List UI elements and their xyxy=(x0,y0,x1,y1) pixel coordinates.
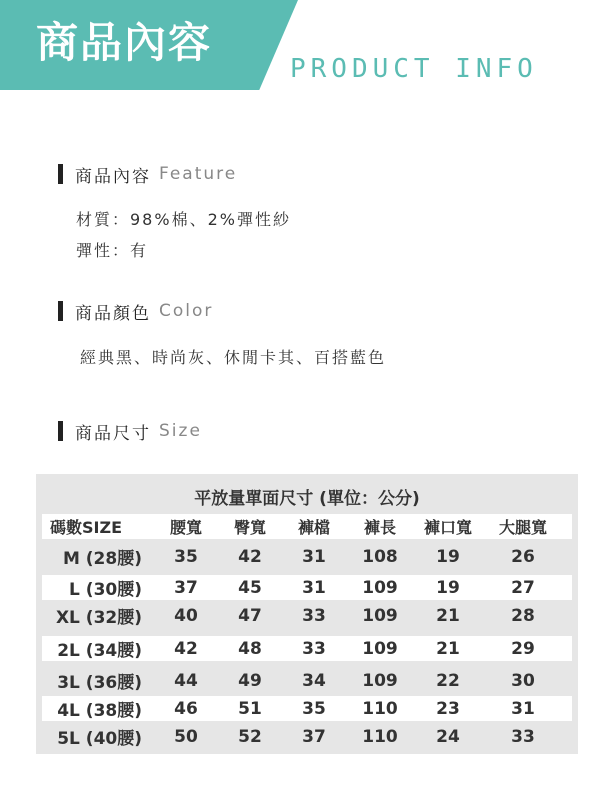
size-heading xyxy=(58,421,202,444)
header-cell: 臀寬 xyxy=(233,518,266,537)
table-cell: 4L (38腰) xyxy=(57,701,142,721)
table-cell: 46 xyxy=(174,698,198,719)
color-title-en: Color xyxy=(159,301,214,321)
banner-title: 商品內容 xyxy=(36,18,213,67)
table-cell: 27 xyxy=(511,577,535,598)
table-cell: 42 xyxy=(238,546,262,567)
table-cell: 50 xyxy=(174,726,198,747)
table-cell: 108 xyxy=(362,546,398,567)
table-cell: 26 xyxy=(511,546,535,567)
size-title-cn: 商品尺寸 xyxy=(75,423,151,444)
table-row xyxy=(36,603,578,628)
table-cell: 31 xyxy=(302,546,326,567)
table-cell: 47 xyxy=(238,605,262,626)
feature-title-cn: 商品內容 xyxy=(75,166,151,187)
table-cell: 2L (34腰) xyxy=(57,641,142,661)
header-cell: 褲檔 xyxy=(297,518,330,537)
table-cell: M (28腰) xyxy=(62,549,142,569)
table-cell: XL (32腰) xyxy=(55,608,142,628)
table-cell: 33 xyxy=(511,726,535,747)
table-cell: 3L (36腰) xyxy=(57,673,142,693)
section-marker xyxy=(58,164,63,184)
section-marker xyxy=(58,421,63,441)
table-cell: 51 xyxy=(238,698,262,719)
table-cell: L (30腰) xyxy=(69,580,142,600)
size-table-header xyxy=(42,514,572,539)
table-row xyxy=(36,544,578,569)
table-cell: 24 xyxy=(436,726,460,747)
table-cell: 21 xyxy=(436,638,460,659)
header-cell: 大腿寬 xyxy=(498,518,547,537)
feature-heading xyxy=(58,164,238,187)
table-cell: 109 xyxy=(362,638,398,659)
table-cell: 23 xyxy=(436,698,460,719)
table-cell: 28 xyxy=(511,605,535,626)
table-cell: 109 xyxy=(362,670,398,691)
color-list: 經典黑、時尚灰、休閒卡其、百搭藍色 xyxy=(80,348,387,367)
table-cell: 31 xyxy=(302,577,326,598)
color-title-cn: 商品顏色 xyxy=(75,303,151,324)
table-cell: 40 xyxy=(174,605,198,626)
table-cell: 19 xyxy=(436,546,460,567)
table-cell: 19 xyxy=(436,577,460,598)
table-cell: 30 xyxy=(511,670,535,691)
elasticity-line: 彈性：有 xyxy=(76,241,149,260)
table-cell: 37 xyxy=(302,726,326,747)
table-cell: 29 xyxy=(511,638,535,659)
size-title-en: Size xyxy=(159,421,202,441)
size-table xyxy=(36,474,578,754)
table-cell: 109 xyxy=(362,605,398,626)
table-row xyxy=(42,636,572,661)
color-heading xyxy=(58,301,214,324)
table-cell: 45 xyxy=(238,577,262,598)
table-cell: 22 xyxy=(436,670,460,691)
size-table-title: 平放量單面尺寸 (單位：公分) xyxy=(194,489,420,509)
table-cell: 110 xyxy=(362,698,398,719)
table-cell: 34 xyxy=(302,670,326,691)
table-cell: 42 xyxy=(174,638,198,659)
header-cell: 褲口寬 xyxy=(423,518,472,537)
table-cell: 44 xyxy=(174,670,198,691)
header-cell: 碼數SIZE xyxy=(50,518,123,537)
material-line: 材質：98%棉、2%彈性紗 xyxy=(76,210,291,229)
table-cell: 33 xyxy=(302,638,326,659)
section-marker xyxy=(58,301,63,321)
table-cell: 33 xyxy=(302,605,326,626)
banner-subtitle: PRODUCT INFO xyxy=(290,54,538,84)
table-row xyxy=(36,668,578,693)
table-cell: 37 xyxy=(174,577,198,598)
table-cell: 31 xyxy=(511,698,535,719)
table-cell: 35 xyxy=(174,546,198,567)
table-row xyxy=(42,696,572,721)
table-cell: 21 xyxy=(436,605,460,626)
table-row xyxy=(36,724,578,749)
table-cell: 49 xyxy=(238,670,262,691)
header-cell: 腰寬 xyxy=(169,518,202,537)
header-cell: 褲長 xyxy=(363,518,396,537)
table-cell: 48 xyxy=(238,638,262,659)
table-cell: 109 xyxy=(362,577,398,598)
table-cell: 110 xyxy=(362,726,398,747)
table-cell: 5L (40腰) xyxy=(57,729,142,749)
table-row xyxy=(42,575,572,600)
table-cell: 35 xyxy=(302,698,326,719)
table-cell: 52 xyxy=(238,726,262,747)
feature-title-en: Feature xyxy=(159,164,238,184)
